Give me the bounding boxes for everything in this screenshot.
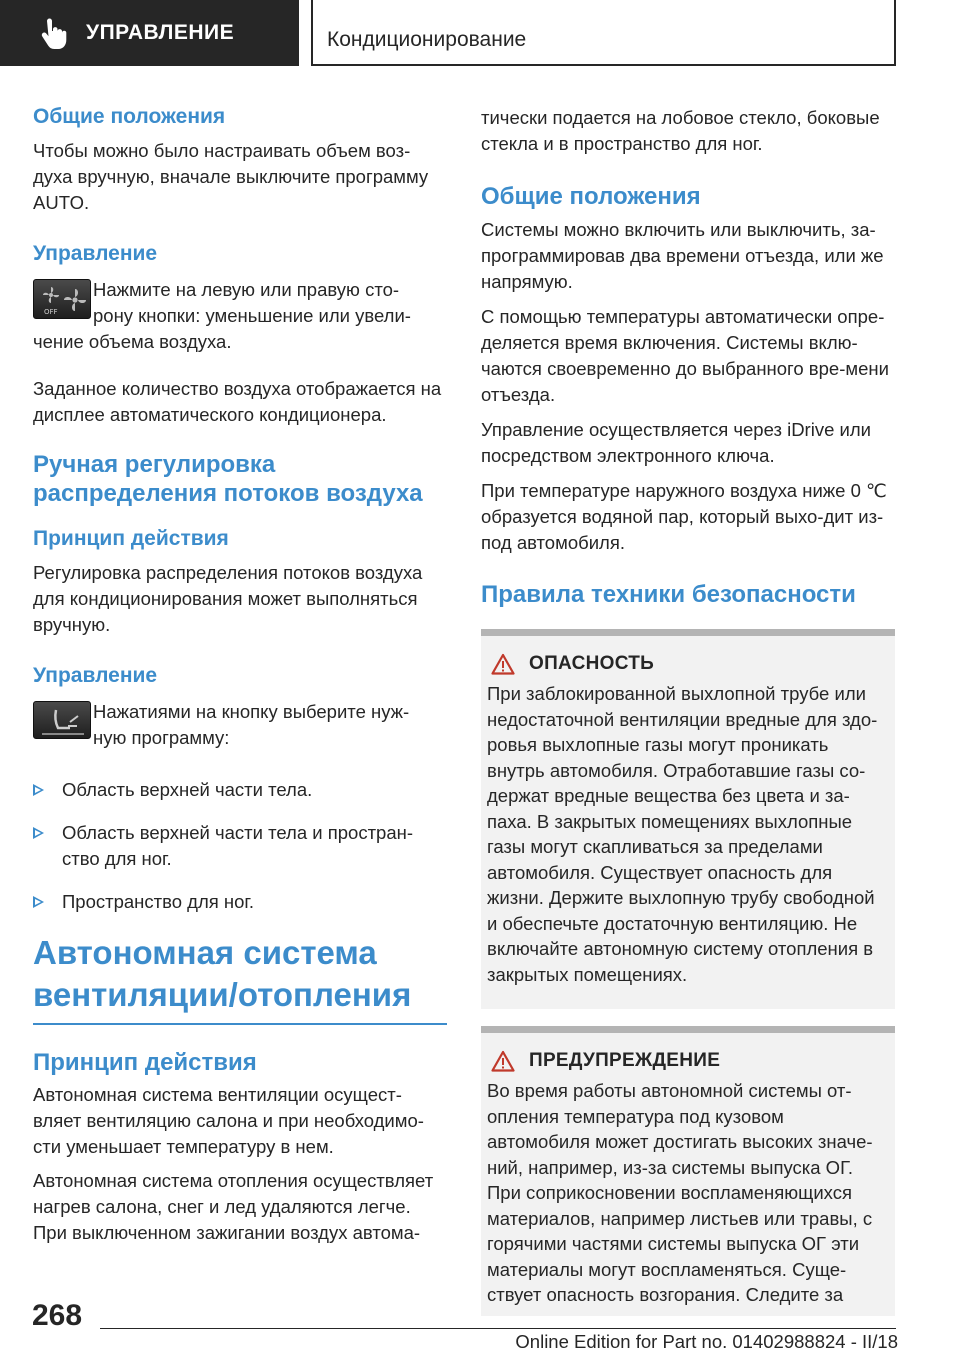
control-text-line: ную программу:: [93, 727, 230, 748]
paragraph: Системы можно включить или выключить, за-программировав два времени отъезда, или же напрямую.: [481, 219, 884, 292]
triangle-bullet-icon: [33, 784, 44, 796]
list-item: Пространство для ног.: [33, 889, 447, 915]
control-text-line: Нажатиями на кнопку выберите нуж-: [93, 701, 410, 722]
heading-control: Управление: [33, 664, 158, 687]
chapter-title: Кондиционирование: [327, 28, 527, 51]
heading-rule: [33, 1023, 447, 1025]
heading-control: Управление: [33, 242, 158, 265]
heading-safety: Правила техники безопасности: [481, 581, 856, 608]
paragraph: Автономная система отопления осуществляет нагрев салона, снег и лед удаляются легче. При выключенном зажигании воздух автома-: [33, 1170, 434, 1243]
control-block: [33, 699, 447, 757]
off-label: OFF: [44, 308, 58, 316]
air-distribution-button-image: [33, 701, 91, 739]
page-number: 268: [32, 1299, 83, 1332]
heading-general: Общие положения: [481, 183, 701, 210]
hand-pointer-icon: [38, 17, 68, 49]
heading-general: Общие положения: [33, 105, 226, 128]
heading-principle: Принцип действия: [33, 527, 229, 550]
paragraph: Чтобы можно было настраивать объем воз-духа вручную, вначале выключите программу AUTO.: [33, 140, 429, 213]
heading-aux-heating: Автономная система вентиляции/отопления: [33, 934, 412, 1013]
paragraph: При температуре наружного воздуха ниже 0 ℃ образуется водяной пар, который выхо-дит из-под автомобиля.: [481, 480, 887, 553]
heading-manual-air: Ручная регулировка распределения потоков воздуха: [33, 451, 423, 507]
danger-title: ОПАСНОСТЬ: [529, 653, 655, 674]
paragraph: Автономная система вентиляции осущест-вляет вентиляцию салона и при необходимо-сти уменьшает температуру в нем.: [33, 1084, 424, 1157]
paragraph: С помощью температуры автоматически опре-деляется время включения. Системы вклю-чаются своевременно до выбранного вре-мени отъезда.: [481, 306, 889, 405]
control-text-line: рону кнопки: уменьшение или увели-: [93, 305, 411, 326]
section-title: УПРАВЛЕНИЕ: [86, 21, 235, 44]
paragraph: Заданное количество воздуха отображается на дисплее автоматического кондиционера.: [33, 378, 442, 425]
list-item: Область верхней части тела и простран-ство для ног.: [33, 820, 447, 872]
warning-title: ПРЕДУПРЕЖДЕНИЕ: [529, 1050, 721, 1071]
danger-box: [481, 629, 895, 1009]
paragraph: тически подается на лобовое стекло, боковые стекла и в пространство для ног.: [481, 107, 880, 154]
warning-title-row: [487, 1050, 887, 1072]
warning-triangle-icon: [491, 1050, 515, 1072]
danger-title-row: [487, 653, 887, 675]
triangle-bullet-icon: [33, 827, 44, 839]
warning-triangle-icon: [491, 653, 515, 675]
triangle-bullet-icon: [33, 896, 44, 908]
control-text-line: чение объема воздуха.: [33, 331, 232, 352]
right-column: [481, 100, 895, 1316]
footer-rule: [100, 1328, 896, 1329]
paragraph: Регулировка распределения потоков воздуха для кондиционирования может выполняться вручную.: [33, 562, 423, 635]
paragraph: Управление осуществляется через iDrive или посредством электронного ключа.: [481, 419, 871, 466]
warning-box: [481, 1026, 895, 1316]
left-column: [33, 100, 447, 1246]
warning-text: Во время работы автономной системы от-опления температура под кузовом автомобиля может достигать высоких значе-ний, например, из-за системы выпуска ОГ. При соприкосновении воспламеняющихся материалов, например листьев или травы, с горячими частями системы выпуска ОГ эти материалы могут воспламеняться. Суще-ствует опасность возгорания. Следите за: [487, 1080, 873, 1305]
edition-note: Online Edition for Part no. 01402988824 - II/18: [515, 1331, 898, 1352]
fan-button-image: [33, 279, 91, 319]
list-item: Область верхней части тела.: [33, 777, 447, 803]
section-tab: [0, 0, 299, 66]
heading-principle: Принцип действия: [33, 1049, 257, 1076]
chapter-tab: [311, 0, 896, 66]
control-text-line: Нажмите на левую или правую сто-: [93, 279, 400, 300]
program-list: [33, 777, 447, 915]
danger-text: При заблокированной выхлопной трубе или недостаточной вентиляции вредные для здо-ровья выхлопные газы могут проникать внутрь автомобиля. Отработавшие газы со-держат вредные вещества без цвета и за-паха. В закрытых помещениях выхлопные газы могут скапливаться за пределами автомобиля. Существует опасность для жизни. Держите выхлопную трубу свободной и обеспечьте достаточную вентиляцию. Не включайте автономную систему отопления в закрытых помещениях.: [487, 683, 878, 985]
control-block: [33, 277, 447, 355]
